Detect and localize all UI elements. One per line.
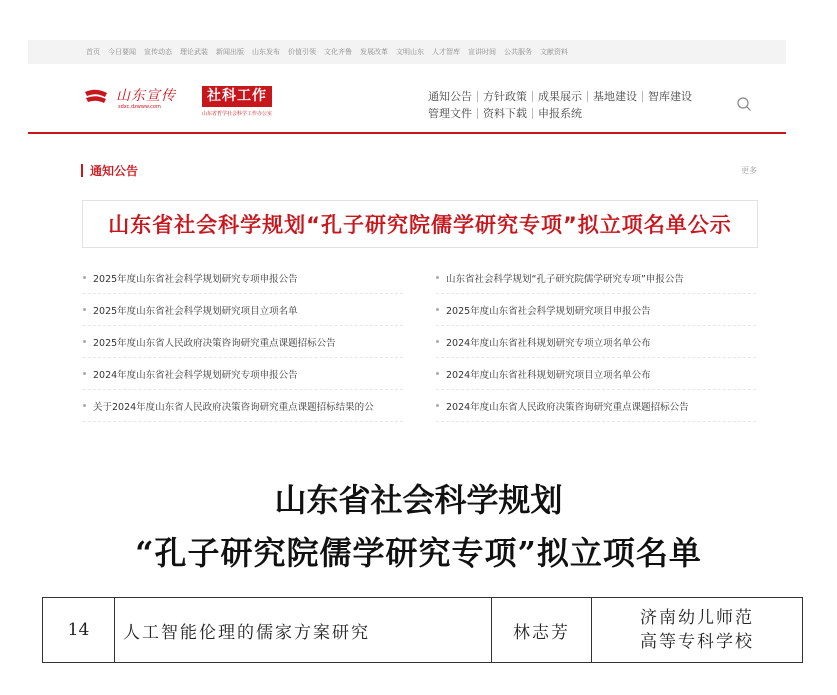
bullet-icon	[436, 372, 439, 375]
cell-institution	[592, 598, 803, 663]
notice-link[interactable]: 2024年度山东省社科规划研究项目立项名单公布	[446, 369, 651, 381]
notice-link[interactable]: 2025年度山东省社会科学规划研究项目立项名单	[93, 305, 298, 317]
notice-link[interactable]: 2024年度山东省社会科学规划研究专项申报公告	[93, 369, 298, 381]
top-nav-release[interactable]: 山东发布	[252, 48, 280, 56]
top-nav-talent[interactable]: 人才智库	[432, 48, 460, 56]
site-header	[28, 64, 786, 134]
list-item[interactable]	[436, 262, 756, 294]
menu-item-downloads[interactable]: 资料下载	[478, 108, 533, 119]
notice-list-left	[83, 262, 403, 422]
document-title-line1: 山东省社会科学规划	[274, 481, 563, 519]
menu-item-application-system[interactable]: 申报系统	[538, 107, 582, 120]
list-item[interactable]	[436, 390, 756, 422]
top-nav-service[interactable]: 公共服务	[504, 48, 532, 56]
list-item[interactable]	[83, 390, 403, 422]
top-nav-home[interactable]: 首页	[86, 48, 100, 56]
banner-title: 山东省社会科学规划“孔子研究院儒学研究专项”拟立项名单公示	[108, 213, 732, 237]
main-menu-row	[428, 105, 728, 122]
top-nav-lecture[interactable]: 宣讲时间	[468, 48, 496, 56]
project-table	[42, 597, 803, 663]
bullet-icon	[83, 276, 86, 279]
notice-link[interactable]: 2025年度山东省人民政府决策咨询研究重点课题招标公告	[93, 337, 336, 349]
top-nav-values[interactable]: 价值引领	[288, 48, 316, 56]
notice-list-right	[436, 262, 756, 422]
main-menu	[428, 88, 728, 122]
brand-subtitle: 山东省哲学社会科学工作办公室	[202, 111, 273, 117]
top-nav-propaganda[interactable]: 宣传动态	[144, 48, 172, 56]
top-nav-news[interactable]: 今日要闻	[108, 48, 136, 56]
logo-icon[interactable]	[83, 88, 109, 106]
logo-subtitle: sdxc.dzwww.com	[118, 104, 161, 110]
section-heading	[81, 162, 138, 179]
list-item[interactable]	[436, 294, 756, 326]
notice-link[interactable]: 关于2024年度山东省人民政府决策咨询研究重点课题招标结果的公	[93, 401, 374, 413]
top-nav-culture[interactable]: 文化齐鲁	[324, 48, 352, 56]
cell-principal: 林志芳	[492, 598, 592, 663]
bullet-icon	[83, 340, 86, 343]
list-item[interactable]	[436, 326, 756, 358]
list-item[interactable]	[83, 262, 403, 294]
top-nav-documents[interactable]: 文献资料	[540, 48, 568, 56]
list-item[interactable]	[83, 326, 403, 358]
top-nav-theory[interactable]: 理论武装	[180, 48, 208, 56]
featured-banner[interactable]	[82, 200, 758, 248]
bullet-icon	[436, 276, 439, 279]
section-title: 通知公告	[90, 164, 139, 178]
search-icon[interactable]	[736, 96, 752, 112]
top-nav-civilization[interactable]: 文明山东	[396, 48, 424, 56]
main-menu-row	[428, 88, 728, 105]
more-link[interactable]: 更多	[741, 166, 757, 175]
cell-number: 14	[43, 598, 115, 663]
notice-link[interactable]: 2024年度山东省人民政府决策咨询研究重点课题招标公告	[446, 401, 689, 413]
menu-item-achievements[interactable]: 成果展示	[533, 91, 588, 102]
bullet-icon	[436, 340, 439, 343]
menu-item-thinktank[interactable]: 智库建设	[648, 90, 692, 103]
top-nav-reform[interactable]: 发展改革	[360, 48, 388, 56]
top-nav-bar	[28, 40, 786, 64]
bullet-icon	[436, 404, 439, 407]
menu-item-notices[interactable]: 通知公告	[428, 91, 478, 102]
bullet-icon	[436, 308, 439, 311]
institution-line2: 高等专科学校	[640, 632, 754, 652]
brand-title[interactable]: 社科工作	[202, 86, 272, 107]
menu-item-policies[interactable]: 方针政策	[478, 91, 533, 102]
bullet-icon	[83, 404, 86, 407]
document-title-line2: “孔子研究院儒学研究专项”拟立项名单	[135, 534, 702, 572]
list-item[interactable]	[83, 358, 403, 390]
institution-line1: 济南幼儿师范	[640, 608, 754, 628]
bullet-icon	[83, 308, 86, 311]
cell-project-name: 人工智能伦理的儒家方案研究	[115, 598, 492, 663]
menu-item-bases[interactable]: 基地建设	[588, 91, 643, 102]
list-item[interactable]	[436, 358, 756, 390]
notice-link[interactable]: 山东省社会科学规划“孔子研究院儒学研究专项”申报公告	[446, 273, 684, 285]
menu-item-management-files[interactable]: 管理文件	[428, 108, 478, 119]
logo-text[interactable]: 山东宣传	[116, 88, 176, 104]
table-row	[43, 598, 803, 663]
top-nav-publishing[interactable]: 新闻出版	[216, 48, 244, 56]
section-marker	[81, 164, 83, 177]
bullet-icon	[83, 372, 86, 375]
notice-link[interactable]: 2025年度山东省社会科学规划研究专项申报公告	[93, 273, 298, 285]
notice-link[interactable]: 2024年度山东省社科规划研究专项立项名单公布	[446, 337, 651, 349]
list-item[interactable]	[83, 294, 403, 326]
notice-link[interactable]: 2025年度山东省社会科学规划研究项目申报公告	[446, 305, 651, 317]
